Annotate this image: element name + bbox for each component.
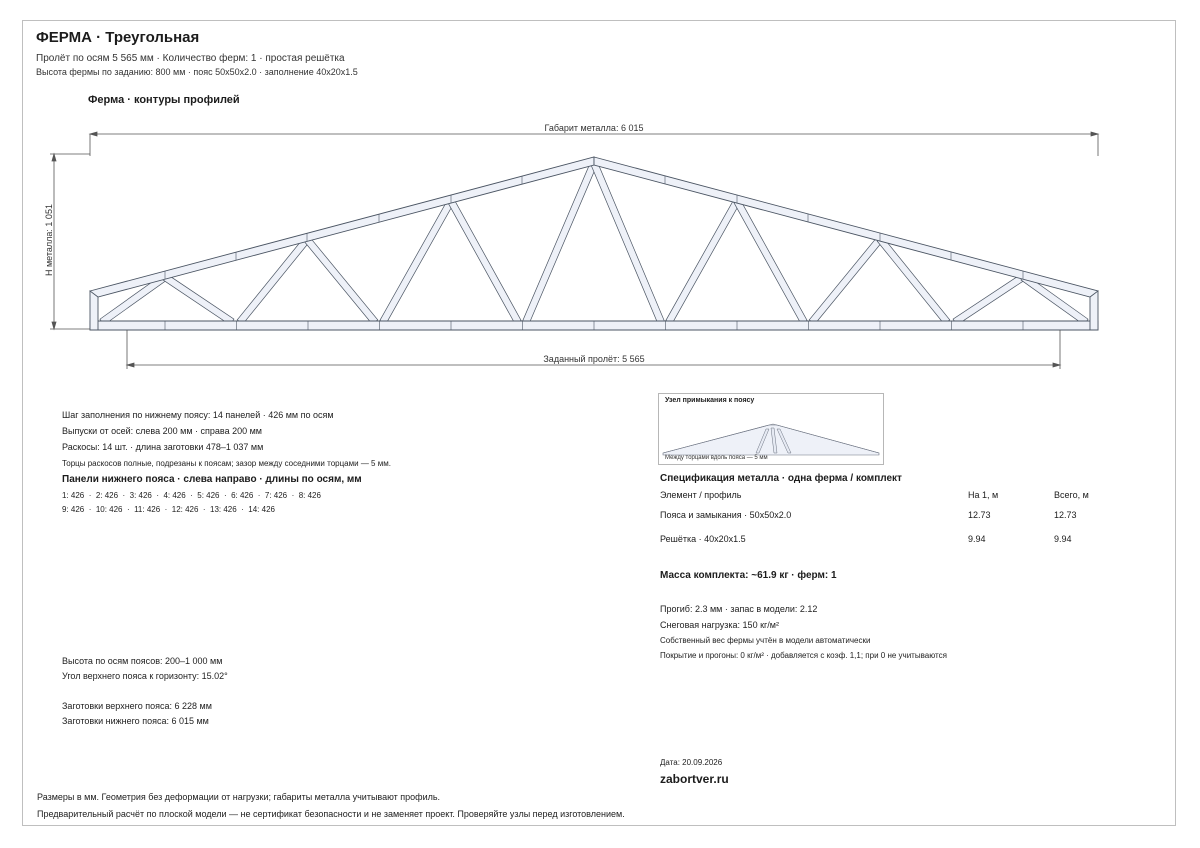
snow-load-note: Снеговая нагрузка: 150 кг/м² (660, 620, 779, 630)
spec-element: Пояса и замыкания · 50х50х2.0 (660, 510, 792, 520)
panel-length: 12: 426 (171, 505, 199, 514)
spec-header-element: Элемент / профиль (660, 490, 742, 500)
spec-row-chords (660, 510, 1090, 532)
panel-length: 10: 426 (95, 505, 123, 514)
panel-length: 11: 426 (134, 505, 161, 514)
note-end-cuts: Торцы раскосов полные, подрезаны к поясам; зазор между соседними торцами — 5 мм. (62, 459, 391, 468)
panel-length: 5: 426 (197, 491, 220, 500)
panel-length: 1: 426 (62, 491, 85, 500)
page-subtitle: Пролёт по осям 5 565 мм · Количество ферм: 1 · простая решётка (36, 53, 345, 64)
note-fill-step: Шаг заполнения по нижнему поясу: 14 панелей · 426 мм по осям (62, 410, 334, 420)
drawing-title: Ферма · контуры профилей (88, 94, 240, 106)
spec-per-one: 12.73 (968, 510, 991, 520)
panel-length: 9: 426 (62, 505, 85, 514)
deflection-note: Прогиб: 2.3 мм · запас в модели: 2.12 (660, 604, 818, 614)
spec-row-lattice (660, 534, 1090, 556)
height-dimension-label: Н металла: 1 051 (44, 204, 54, 276)
site-brand: zabortver.ru (660, 772, 729, 786)
note-overhangs: Выпуски от осей: слева 200 мм · справа 200 мм (62, 426, 262, 436)
panels-row-2: 9: 426 · 10: 426 · 11: 426 · 12: 426 · 13: 426 · 14: 426 (62, 505, 275, 514)
panel-length: 8: 426 (298, 491, 321, 500)
self-weight-note: Собственный вес фермы учтён в модели автоматически (660, 636, 871, 645)
inset-caption: Между торцами вдоль пояса — 5 мм (665, 455, 768, 461)
page-subtitle-secondary: Высота фермы по заданию: 800 мм · пояс 50х50х2.0 · заполнение 40х20х1.5 (36, 67, 358, 77)
set-mass: Масса комплекта: ~61.9 кг · ферм: 1 (660, 570, 837, 581)
axis-height-note: Высота по осям поясов: 200–1 000 мм (62, 656, 223, 666)
panel-length: 2: 426 (95, 491, 119, 500)
node-detail-inset (658, 393, 884, 465)
panels-row-1: 1: 426 · 2: 426 · 3: 426 · 4: 426 · 5: 426 · 6: 426 · 7: 426 · 8: 426 (62, 491, 321, 500)
spec-per-one: 9.94 (968, 534, 986, 544)
spec-title: Спецификация металла · одна ферма / комплект (660, 473, 902, 484)
inset-sketch (659, 394, 883, 464)
panel-length: 4: 426 (163, 491, 186, 500)
span-dimension-label: Заданный пролёт: 5 565 (543, 354, 645, 364)
spec-total: 12.73 (1054, 510, 1077, 520)
panel-length: 3: 426 (129, 491, 152, 500)
panel-length: 6: 426 (231, 491, 254, 500)
panel-length: 14: 426 (248, 505, 275, 514)
roofing-load-note: Покрытие и прогоны: 0 кг/м² · добавляется с коэф. 1,1; при 0 не учитываются (660, 651, 947, 660)
page-title: ФЕРМА · Треугольная (36, 29, 200, 46)
spec-header-total: Всего, м (1054, 490, 1089, 500)
note-diagonals: Раскосы: 14 шт. · длина заготовки 478–1 037 мм (62, 442, 264, 452)
spec-header-per-one: На 1, м (968, 490, 999, 500)
spec-total: 9.94 (1054, 534, 1072, 544)
panels-title: Панели нижнего пояса · слева направо · длины по осям, мм (62, 474, 362, 485)
spec-table (660, 490, 1090, 556)
date: Дата: 20.09.2026 (660, 758, 723, 767)
spec-header-row (660, 490, 1090, 512)
top-chord-angle-note: Угол верхнего пояса к горизонту: 15.02° (62, 671, 228, 681)
inset-title: Узел примыкания к поясу (665, 397, 755, 404)
bottom-chord-blanks: Заготовки нижнего пояса: 6 015 мм (62, 716, 209, 726)
panel-length: 7: 426 (264, 491, 288, 500)
overall-dimension-label: Габарит металла: 6 015 (544, 123, 644, 133)
spec-element: Решётка · 40х20х1.5 (660, 534, 746, 544)
panel-length: 13: 426 (210, 505, 237, 514)
footer-note-dimensions: Размеры в мм. Геометрия без деформации от нагрузки; габариты металла учитывают профиль. (37, 792, 441, 802)
top-chord-blanks: Заготовки верхнего пояса: 6 228 мм (62, 701, 212, 711)
footer-note-disclaimer: Предварительный расчёт по плоской модели — не сертификат безопасности и не заменяет проект. Проверяйте узлы перед изготовлением. (37, 809, 625, 819)
